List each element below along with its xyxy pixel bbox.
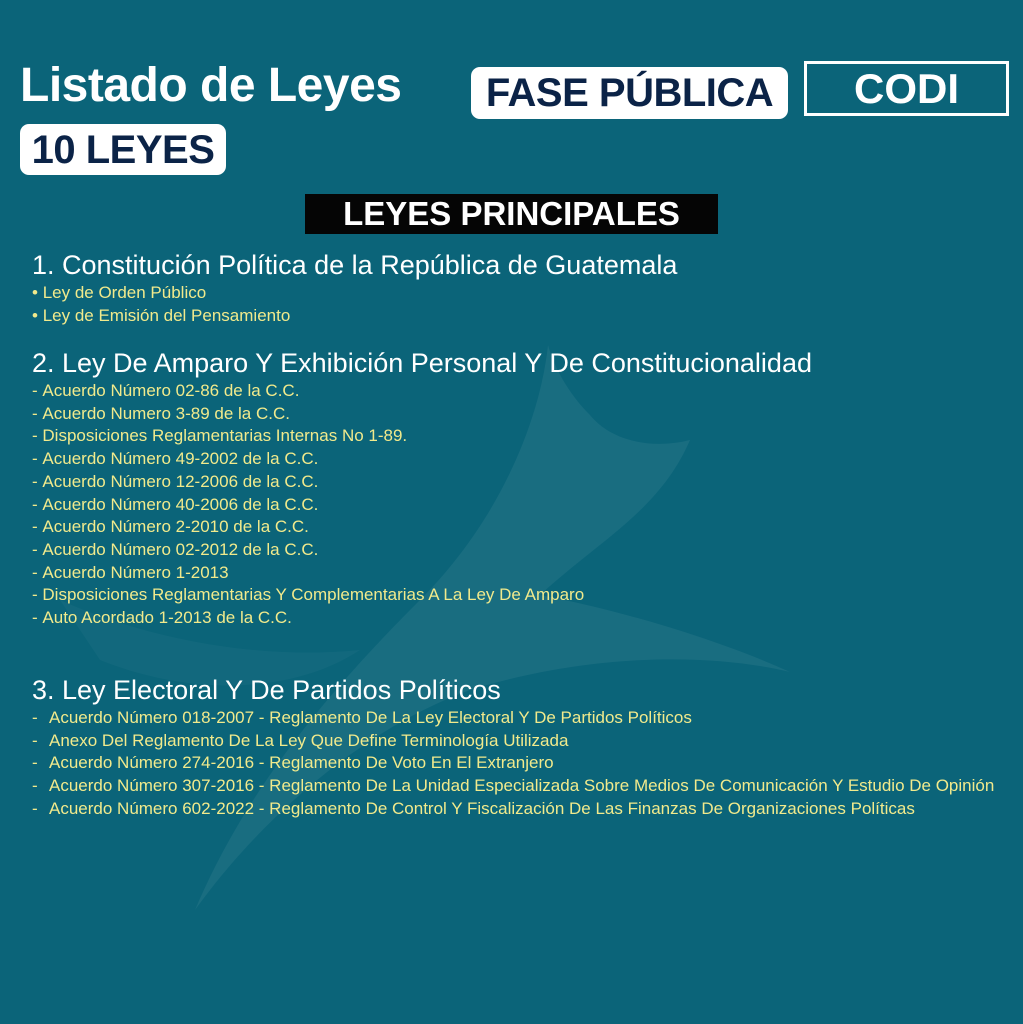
list-item: - Acuerdo Número 2-2010 de la C.C. (32, 516, 1012, 539)
dash-marker: - (32, 708, 38, 727)
sub-list (32, 707, 1012, 821)
count-badge: 10 LEYES (20, 124, 226, 175)
section-banner: LEYES PRINCIPALES (305, 194, 718, 234)
list-item: - Acuerdo Número 49-2002 de la C.C. (32, 448, 1012, 471)
list-item: - Anexo Del Reglamento De La Ley Que Define Terminología Utilizada (32, 730, 1012, 753)
dash-marker: - (32, 562, 38, 582)
dash-marker: - (32, 730, 38, 750)
law-title: 1. Constitución Política de la República de Guatemala (32, 250, 678, 280)
dash-marker: - (32, 471, 38, 491)
page-title: Listado de Leyes (20, 59, 402, 112)
dash-marker: - (32, 776, 38, 796)
list-item: - Acuerdo Número 307-2016 - Reglamento De La Unidad Especializada Sobre Medios De Comunicación Y Estudio De Opinión (32, 775, 1012, 798)
list-item: - Auto Acordado 1-2013 de la C.C. (32, 607, 1012, 630)
dash-marker: - (32, 753, 38, 773)
dash-marker: - (32, 517, 38, 537)
dash-marker: - (32, 426, 38, 446)
list-item: - Acuerdo Número 274-2016 - Reglamento De Voto En El Extranjero (32, 752, 1012, 775)
dash-marker: - (32, 449, 38, 469)
law-section (32, 248, 1012, 327)
law-title: 3. Ley Electoral Y De Partidos Políticos (32, 675, 501, 705)
phase-badge: FASE PÚBLICA (471, 67, 788, 119)
law-section (32, 346, 1012, 630)
dash-marker: - (32, 608, 38, 628)
list-item: - Acuerdo Número 12-2006 de la C.C. (32, 471, 1012, 494)
dash-marker: - (32, 381, 38, 400)
list-item: - Disposiciones Reglamentarias Internas No 1-89. (32, 425, 1012, 448)
bullet-marker: • (32, 305, 38, 325)
sub-list (32, 380, 1012, 630)
list-item: - Acuerdo Número 018-2007 - Reglamento De La Ley Electoral Y De Partidos Políticos (32, 707, 1012, 730)
list-item: - Acuerdo Numero 3-89 de la C.C. (32, 403, 1012, 426)
dash-marker: - (32, 798, 38, 818)
header (20, 59, 402, 112)
dash-marker: - (32, 403, 38, 423)
list-item: - Acuerdo Número 1-2013 (32, 562, 1012, 585)
dash-marker: - (32, 494, 38, 514)
org-badge: CODI (804, 61, 1009, 116)
sub-list (32, 282, 1012, 327)
list-item: - Disposiciones Reglamentarias Y Complementarias A La Ley De Amparo (32, 584, 1012, 607)
list-item: - Acuerdo Número 602-2022 - Reglamento De Control Y Fiscalización De Las Finanzas De Organizaciones Políticas (32, 798, 1012, 821)
law-section (32, 673, 1012, 821)
list-item: - Acuerdo Número 40-2006 de la C.C. (32, 494, 1012, 517)
law-title: 2. Ley De Amparo Y Exhibición Personal Y De Constitucionalidad (32, 348, 812, 378)
list-item: • Ley de Emisión del Pensamiento (32, 305, 1012, 328)
dash-marker: - (32, 539, 38, 559)
dash-marker: - (32, 585, 38, 605)
list-item: - Acuerdo Número 02-2012 de la C.C. (32, 539, 1012, 562)
list-item: - Acuerdo Número 02-86 de la C.C. (32, 380, 1012, 403)
list-item: • Ley de Orden Público (32, 282, 1012, 305)
bullet-marker: • (32, 283, 38, 302)
